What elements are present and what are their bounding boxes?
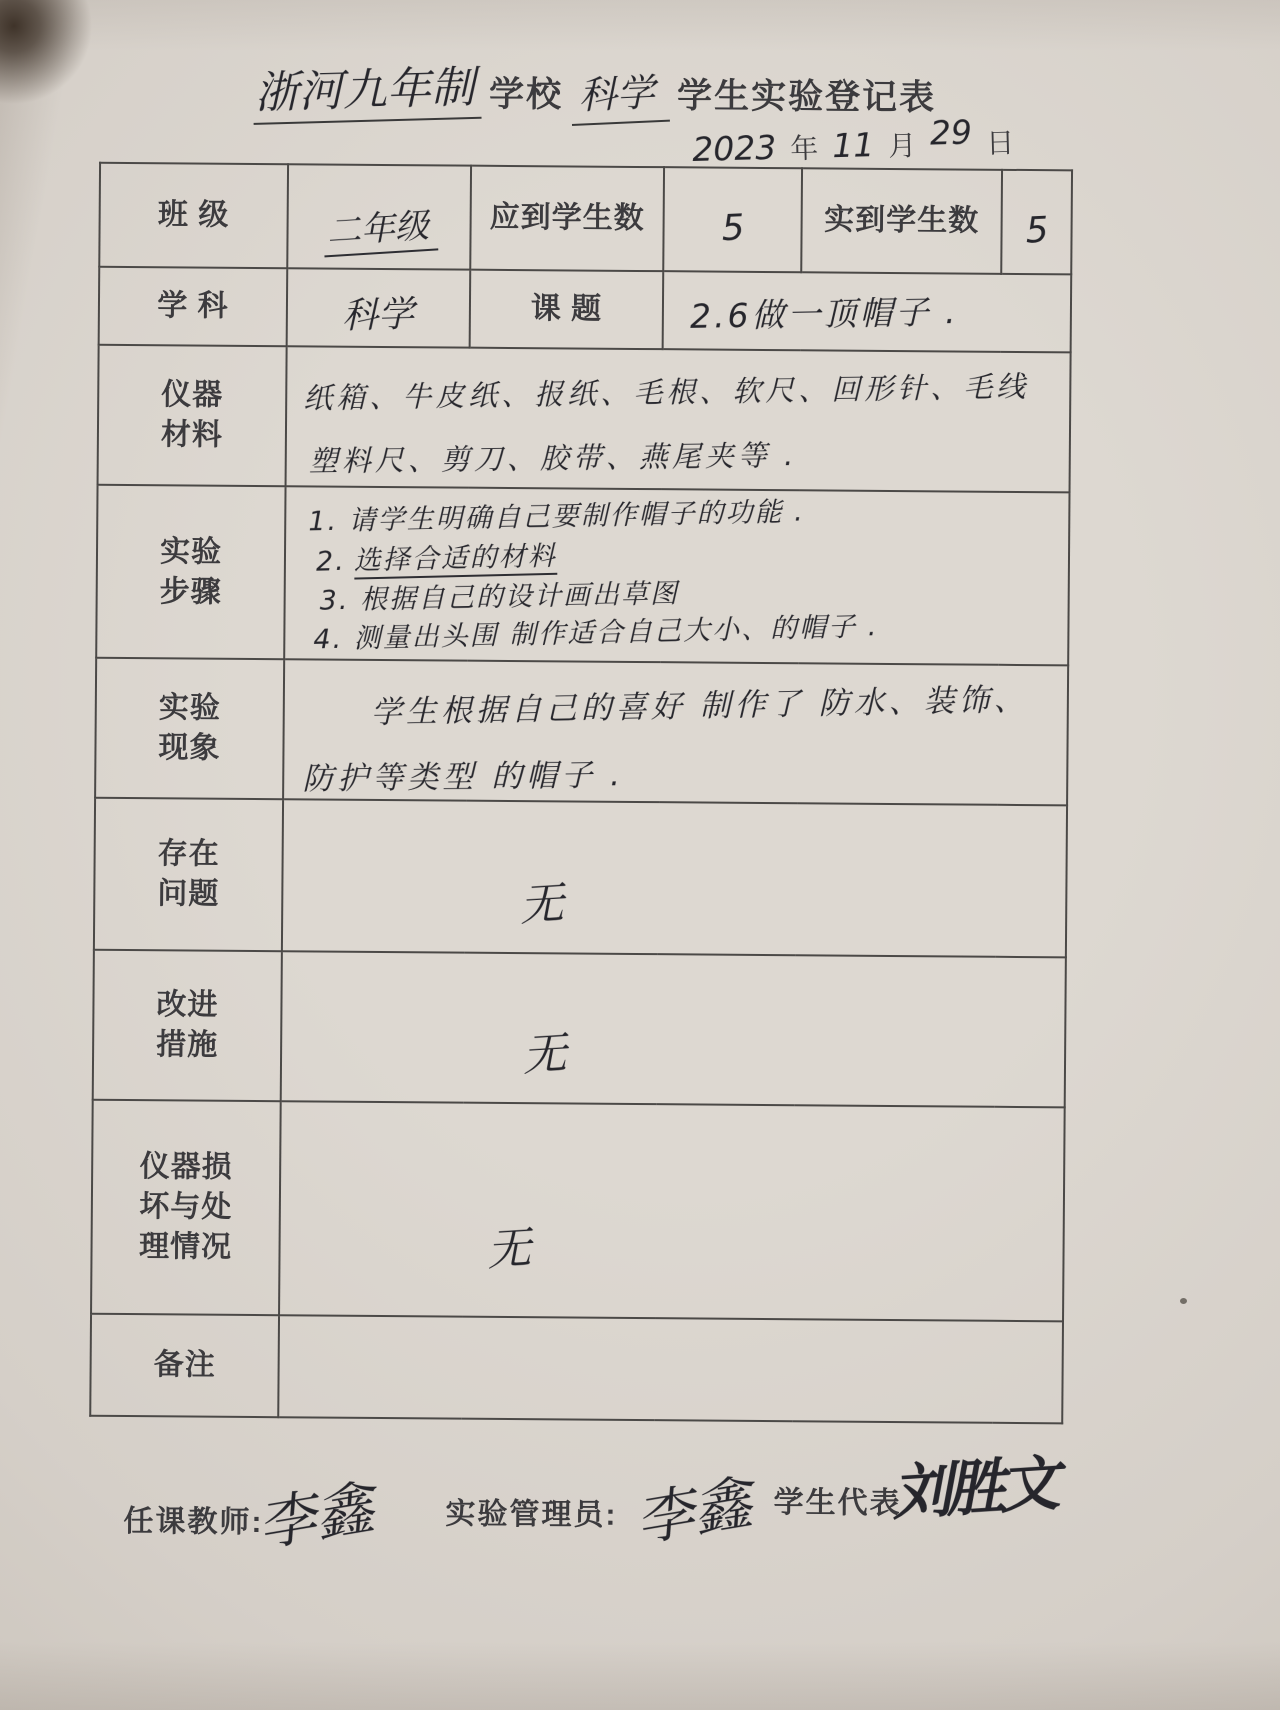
- phenomena-handwritten-line1: 学生根据自己的喜好 制作了 防水、装饰、: [370, 681, 1029, 731]
- improvements-label-line2: 措施: [156, 1028, 219, 1062]
- date-day-value: 29: [929, 112, 973, 153]
- improvements-value-handwritten: 无: [520, 1027, 568, 1082]
- date-day-unit: 日: [985, 127, 1015, 160]
- equipment-label-cell: [98, 345, 287, 486]
- row-equipment: [98, 345, 1071, 493]
- topic-value-handwritten: 2.6做一顶帽子 .: [689, 291, 959, 336]
- date-line: [691, 112, 1015, 170]
- subject-label-cell: [99, 267, 288, 346]
- phenomena-label-line1: 实验: [158, 691, 221, 725]
- actual-students-value-cell: [1001, 170, 1072, 275]
- improvements-label-cell: [93, 950, 282, 1101]
- problems-label-cell: [94, 798, 283, 951]
- steps-handwritten-line4: 4. 测量出头围 制作适合自己大小、的帽子 .: [312, 611, 879, 656]
- topic-value-cell: [663, 271, 1072, 352]
- row-remarks: [90, 1314, 1063, 1424]
- actual-students-label: 实到学生数: [824, 203, 980, 238]
- phenomena-label-cell: [95, 658, 284, 799]
- expected-students-value-handwritten: 5: [720, 206, 745, 249]
- experiment-register-table: [89, 162, 1073, 1425]
- subject-name-handwritten: 科学: [570, 61, 671, 126]
- topic-label-cell: [470, 270, 664, 350]
- steps-handwritten-line3: 3. 根据自己的设计画出草图: [319, 578, 680, 617]
- photo-dust-speck: [1180, 1298, 1187, 1304]
- equipment-value-cell: [286, 346, 1071, 492]
- damage-label-line3: 理情况: [138, 1230, 233, 1264]
- date-year-unit: 年: [789, 132, 819, 165]
- problems-label-line1: 存在: [157, 837, 220, 871]
- form-title: [4, 51, 1184, 128]
- steps-label-line1: 实验: [159, 534, 223, 569]
- improvements-label-line1: 改进: [156, 988, 219, 1022]
- school-label: 学校: [488, 74, 564, 115]
- phenomena-label-line2: 现象: [158, 731, 221, 765]
- teacher-label: 任课教师:: [123, 1504, 264, 1540]
- problems-value-handwritten: 无: [518, 877, 566, 932]
- damage-label-cell: [91, 1100, 281, 1315]
- teacher-signature-handwritten: 李鑫: [252, 1473, 379, 1560]
- phenomena-value-cell: [283, 659, 1068, 805]
- remarks-value-cell: [278, 1315, 1063, 1423]
- expected-students-label-cell: [470, 166, 664, 272]
- expected-students-value-cell: [663, 167, 802, 272]
- expected-students-label: 应到学生数: [489, 200, 645, 236]
- damage-value-handwritten: 无: [485, 1222, 533, 1277]
- row-problems: [94, 798, 1067, 958]
- lab-manager-label: 实验管理员:: [445, 1497, 618, 1532]
- class-label: 班 级: [157, 198, 230, 232]
- class-label-cell: [99, 163, 288, 268]
- remarks-label-cell: [90, 1314, 279, 1417]
- date-month-unit: 月: [887, 129, 917, 162]
- date-month-value: 11: [831, 125, 875, 166]
- steps-label-line2: 步骤: [159, 574, 222, 609]
- steps-line2-text-underlined: 选择合适的材料: [353, 541, 557, 580]
- steps-line2-number: 2.: [315, 545, 347, 578]
- topic-label: 课 题: [530, 292, 603, 326]
- student-representative-label: 学生代表: [773, 1486, 902, 1521]
- row-damage: [91, 1100, 1065, 1322]
- row-phenomena: [95, 658, 1068, 806]
- steps-label-cell: [96, 485, 285, 659]
- subject-label: 学 科: [157, 289, 229, 323]
- form-title-text: 学生实验登记表: [676, 76, 937, 118]
- problems-label-line2: 问题: [157, 877, 220, 911]
- equipment-handwritten-line2: 塑料尺、剪刀、胶带、燕尾夹等 .: [308, 437, 798, 479]
- signature-footer: [0, 1443, 1274, 1613]
- equipment-label-line2: 材料: [160, 418, 224, 452]
- steps-handwritten-line1: 1. 请学生明确自己要制作帽子的功能 .: [307, 496, 805, 538]
- damage-value-cell: [279, 1101, 1065, 1321]
- class-value-handwritten: 二年级: [320, 191, 437, 257]
- problems-value-cell: [282, 799, 1067, 957]
- actual-students-label-cell: [801, 168, 1002, 274]
- class-value-cell: [287, 164, 471, 269]
- row-improvements: [93, 950, 1066, 1108]
- subject-value-cell: [287, 268, 471, 347]
- student-representative-signature-handwritten: 刘胜文: [889, 1449, 1056, 1529]
- row-subject: [99, 267, 1072, 353]
- equipment-handwritten-line1: 纸箱、牛皮纸、报纸、毛根、软尺、回形针、毛线: [302, 369, 1030, 416]
- date-year-value: 2023: [691, 127, 777, 170]
- row-steps: [96, 485, 1069, 666]
- damage-label-line1: 仪器损: [139, 1150, 233, 1184]
- lab-manager-signature-handwritten: 李鑫: [630, 1468, 757, 1555]
- remarks-label: 备注: [153, 1348, 216, 1382]
- steps-value-cell: [284, 486, 1069, 665]
- school-name-handwritten: 浙河九年制: [252, 51, 482, 125]
- phenomena-handwritten-line2: 防护等类型 的帽子 .: [302, 757, 625, 798]
- improvements-value-cell: [281, 951, 1066, 1107]
- equipment-label-line1: 仪器: [161, 378, 224, 412]
- actual-students-value-handwritten: 5: [1024, 209, 1049, 252]
- row-class: [99, 163, 1072, 275]
- damage-label-line2: 坏与处: [139, 1190, 233, 1224]
- subject-value-handwritten: 科学: [341, 293, 416, 337]
